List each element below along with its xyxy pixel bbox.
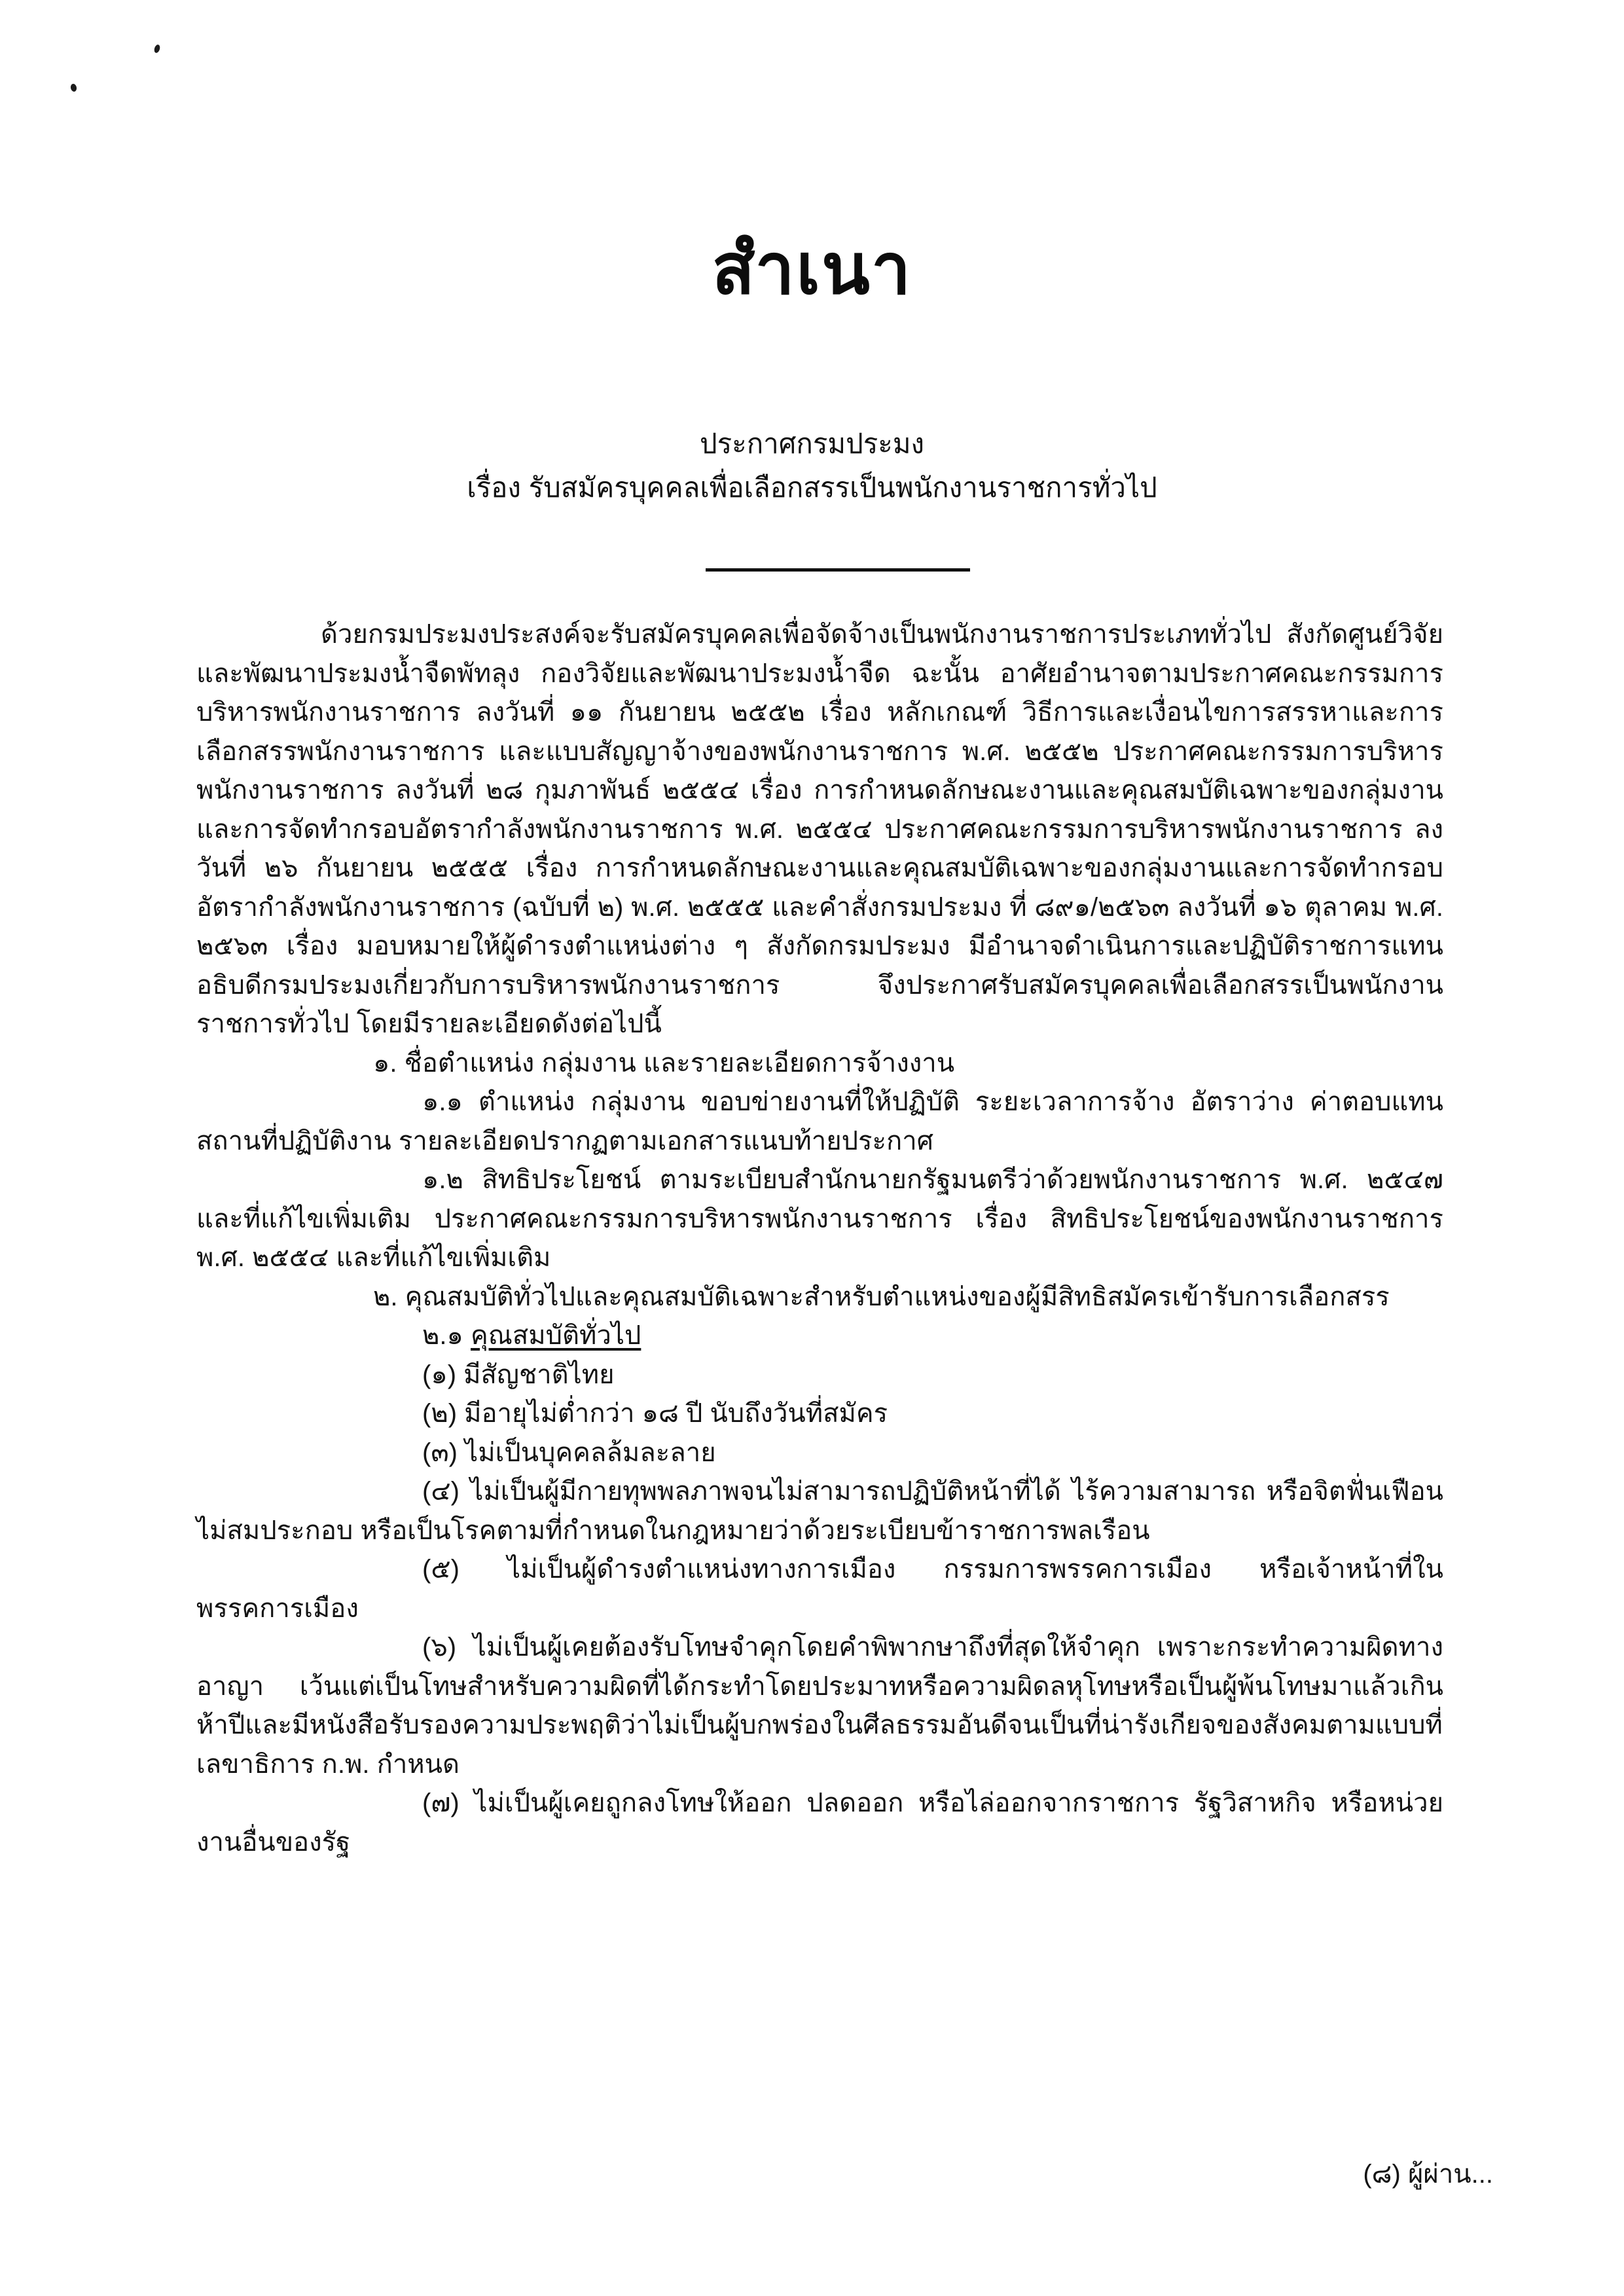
- paragraph-preamble: [196, 615, 1443, 1044]
- page-title: ประกาศกรมประมง: [699, 428, 925, 459]
- section-2-1-heading: [196, 1317, 1443, 1356]
- document-title-block: [0, 424, 1624, 508]
- title-divider: [706, 568, 970, 572]
- section-1-2-text: ๑.๒ สิทธิประโยชน์ ตามระเบียบสำนักนายกรัฐมนตรีว่าด้วยพนักงานราชการ พ.ศ. ๒๕๔๗ และที่แก้ไขเพิ่มเติม ประกาศคณะกรรมการบริหารพนักงานราชการ เรื่อง สิทธิประโยชน์ของพนักงานราชการ พ.ศ. ๒๕๕๔ และที่แก้ไขเพิ่มเติม: [196, 1165, 1443, 1272]
- section-1-1: [196, 1083, 1443, 1161]
- section-2-heading-text: ๒. คุณสมบัติทั่วไปและคุณสมบัติเฉพาะสำหรับตำแหน่งของผู้มีสิทธิสมัครเข้ารับการเลือกสรร: [373, 1282, 1390, 1311]
- qualification-item: [196, 1394, 1443, 1434]
- qualification-item-text: (๒) มีอายุไม่ต่ำกว่า ๑๘ ปี นับถึงวันที่สมัคร: [422, 1399, 888, 1428]
- qualification-item: [196, 1472, 1443, 1550]
- scan-speck-icon: [70, 83, 77, 92]
- section-1-heading-text: ๑. ชื่อตำแหน่ง กลุ่มงาน และรายละเอียดการจ้างงาน: [373, 1048, 955, 1078]
- section-2-1-heading-text: คุณสมบัติทั่วไป: [471, 1321, 641, 1350]
- qualification-item: [196, 1628, 1443, 1784]
- page-catchword: (๘) ผู้ผ่าน...: [1363, 2160, 1493, 2189]
- qualification-item: [196, 1784, 1443, 1862]
- qualification-item-text: (๓) ไม่เป็นบุคคลล้มละลาย: [422, 1438, 716, 1467]
- qualification-item-text: (๗) ไม่เป็นผู้เคยถูกลงโทษให้ออก ปลดออก หรือไล่ออกจากราชการ รัฐวิสาหกิจ หรือหน่วยงานอื่นของรัฐ: [196, 1789, 1443, 1857]
- qualification-item-text: (๔) ไม่เป็นผู้มีกายทุพพลภาพจนไม่สามารถปฏิบัติหน้าที่ได้ ไร้ความสามารถ หรือจิตฟั่นเฟือนไม่สมประกอบ หรือเป็นโรคตามที่กำหนดในกฎหมายว่าด้วยระเบียบข้าราชการพลเรือน: [196, 1477, 1443, 1545]
- qualification-item: [196, 1434, 1443, 1473]
- copy-stamp-heading: สำเนา: [712, 229, 912, 308]
- section-2-1-number: ๒.๑: [422, 1321, 463, 1350]
- document-body: [196, 615, 1443, 1862]
- preamble-text: ด้วยกรมประมงประสงค์จะรับสมัครบุคคลเพื่อจัดจ้างเป็นพนักงานราชการประเภททั่วไป สังกัดศูนย์วิจัยและพัฒนาประมงน้ำจืดพัทลุง กองวิจัยและพัฒนาประมงน้ำจืด ฉะนั้น อาศัยอำนาจตามประกาศคณะกรรมการบริหารพนักงานราชการ ลงวันที่ ๑๑ กันยายน ๒๕๕๒ เรื่อง หลักเกณฑ์ วิธีการและเงื่อนไขการสรรหาและการเลือกสรรพนักงานราชการ และแบบสัญญาจ้างของพนักงานราชการ พ.ศ. ๒๕๕๒ ประกาศคณะกรรมการบริหารพนักงานราชการ ลงวันที่ ๒๘ กุมภาพันธ์ ๒๕๕๔ เรื่อง การกำหนดลักษณะงานและคุณสมบัติเฉพาะของกลุ่มงานและการจัดทำกรอบอัตรากำลังพนักงานราชการ พ.ศ. ๒๕๕๔ ประกาศคณะกรรมการบริหารพนักงานราชการ ลงวันที่ ๒๖ กันยายน ๒๕๕๕ เรื่อง การกำหนดลักษณะงานและคุณสมบัติเฉพาะของกลุ่มงานและการจัดทำกรอบอัตรากำลังพนักงานราชการ (ฉบับที่ ๒) พ.ศ. ๒๕๕๕ และคำสั่งกรมประมง ที่ ๘๙๑/๒๕๖๓ ลงวันที่ ๑๖ ตุลาคม พ.ศ. ๒๕๖๓ เรื่อง มอบหมายให้ผู้ดำรงตำแหน่งต่าง ๆ สังกัดกรมประมง มีอำนาจดำเนินการและปฏิบัติราชการแทนอธิบดีกรมประมงเกี่ยวกับการบริหารพนักงานราชการ จึงประกาศรับสมัครบุคคลเพื่อเลือกสรรเป็นพนักงานราชการทั่วไป โดยมีรายละเอียดดังต่อไปนี้: [196, 620, 1443, 1038]
- scan-speck-icon: [153, 44, 161, 54]
- qualification-item: [196, 1550, 1443, 1628]
- qualification-item: [196, 1356, 1443, 1395]
- section-1-2: [196, 1161, 1443, 1278]
- section-1-heading: [196, 1044, 1443, 1084]
- section-1-1-text: ๑.๑ ตำแหน่ง กลุ่มงาน ขอบข่ายงานที่ให้ปฏิบัติ ระยะเวลาการจ้าง อัตราว่าง ค่าตอบแทน สถานที่ปฏิบัติงาน รายละเอียดปรากฏตามเอกสารแนบท้ายประกาศ: [196, 1087, 1443, 1156]
- qualification-item-text: (๖) ไม่เป็นผู้เคยต้องรับโทษจำคุกโดยคำพิพากษาถึงที่สุดให้จำคุก เพราะกระทำความผิดทางอาญา เว้นแต่เป็นโทษสำหรับความผิดที่ได้กระทำโดยประมาทหรือความผิดลหุโทษหรือเป็นผู้พ้นโทษมาแล้วเกินห้าปีและมีหนังสือรับรองความประพฤติว่าไม่เป็นผู้บกพร่องในศีลธรรมอันดีจนเป็นที่น่ารังเกียจของสังคมตามแบบที่เลขาธิการ ก.พ. กำหนด: [196, 1633, 1443, 1779]
- qualification-item-text: (๑) มีสัญชาติไทย: [422, 1360, 615, 1389]
- qualification-item-text: (๕) ไม่เป็นผู้ดำรงตำแหน่งทางการเมือง กรรมการพรรคการเมือง หรือเจ้าหน้าที่ในพรรคการเมือง: [196, 1555, 1443, 1623]
- section-2-heading: [196, 1278, 1443, 1317]
- page-subtitle: เรื่อง รับสมัครบุคคลเพื่อเลือกสรรเป็นพนักงานราชการทั่วไป: [467, 471, 1157, 503]
